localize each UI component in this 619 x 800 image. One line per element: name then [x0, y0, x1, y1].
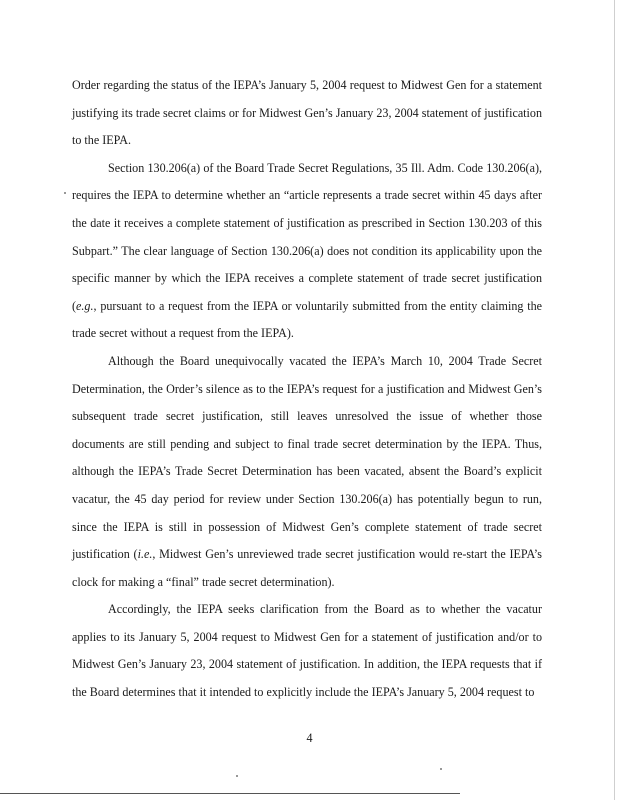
page-number: 4 — [306, 731, 313, 745]
paragraph-text: Section 130.206(a) of the Board Trade Secret Regulations, 35 Ill. Adm. Code 130.206(a), requires the IEPA to determine whether an “article represents a trade secret within 45 days after the date it receives a complete statement of justification as prescribed in Section 130.203 of this Subpart.” The clear language of Section 130.206(a) does not condition its applicability upon the specific manner by which the IEPA receives a complete statement of trade secret justification ( — [72, 160, 542, 313]
italic-text: i.e. — [137, 547, 153, 562]
paragraph-text: Although the Board unequivocally vacated the IEPA’s March 10, 2004 Trade Secret Determination, the Order’s silence as to the IEPA’s request for a justification and Midwest Gen’s subsequent trade secret justification, still leaves unresolved the issue of whether those documents are still pending and subject to final trade secret determination by the IEPA. Thus, although the IEPA’s Trade Secret Determination has been vacated, absent the Board’s explicit vacatur, the 45 day period for review under Section 130.206(a) has potentially begun to run, since the IEPA is still in possession of Midwest Gen’s complete statement of trade secret justification ( — [72, 353, 542, 562]
document-body — [72, 72, 542, 707]
scan-speck — [440, 768, 442, 770]
italic-text: e.g. — [76, 298, 94, 313]
paragraph-text: , pursuant to a request from the IEPA or voluntarily submitted from the entity claiming the trade secret without a request from the IEPA). — [72, 298, 542, 341]
paragraph-p3 — [72, 348, 542, 596]
page-edge-shadow — [614, 0, 615, 800]
scan-bottom-line — [0, 793, 460, 794]
scan-speck — [64, 192, 66, 194]
scan-speck — [236, 775, 238, 777]
paragraph-text: , Midwest Gen’s unreviewed trade secret justification would re-start the IEPA’s clock for making a “final” trade secret determination). — [72, 547, 542, 589]
paragraph-p1 — [72, 72, 542, 155]
paragraph-p4 — [72, 596, 542, 706]
paragraph-text: Order regarding the status of the IEPA’s January 5, 2004 request to Midwest Gen for a statement justifying its trade secret claims or for Midwest Gen’s January 23, 2004 statement of justification to the IEPA. — [72, 78, 542, 148]
paragraph-p2 — [72, 155, 542, 348]
paragraph-text: Accordingly, the IEPA seeks clarification from the Board as to whether the vacatur applies to its January 5, 2004 request to Midwest Gen for a statement of justification and/or to Midwest Gen’s January 23, 2004 statement of justification. In addition, the IEPA requests that if the Board determines that it intended to explicitly include the IEPA’s January 5, 2004 request to — [72, 602, 542, 700]
